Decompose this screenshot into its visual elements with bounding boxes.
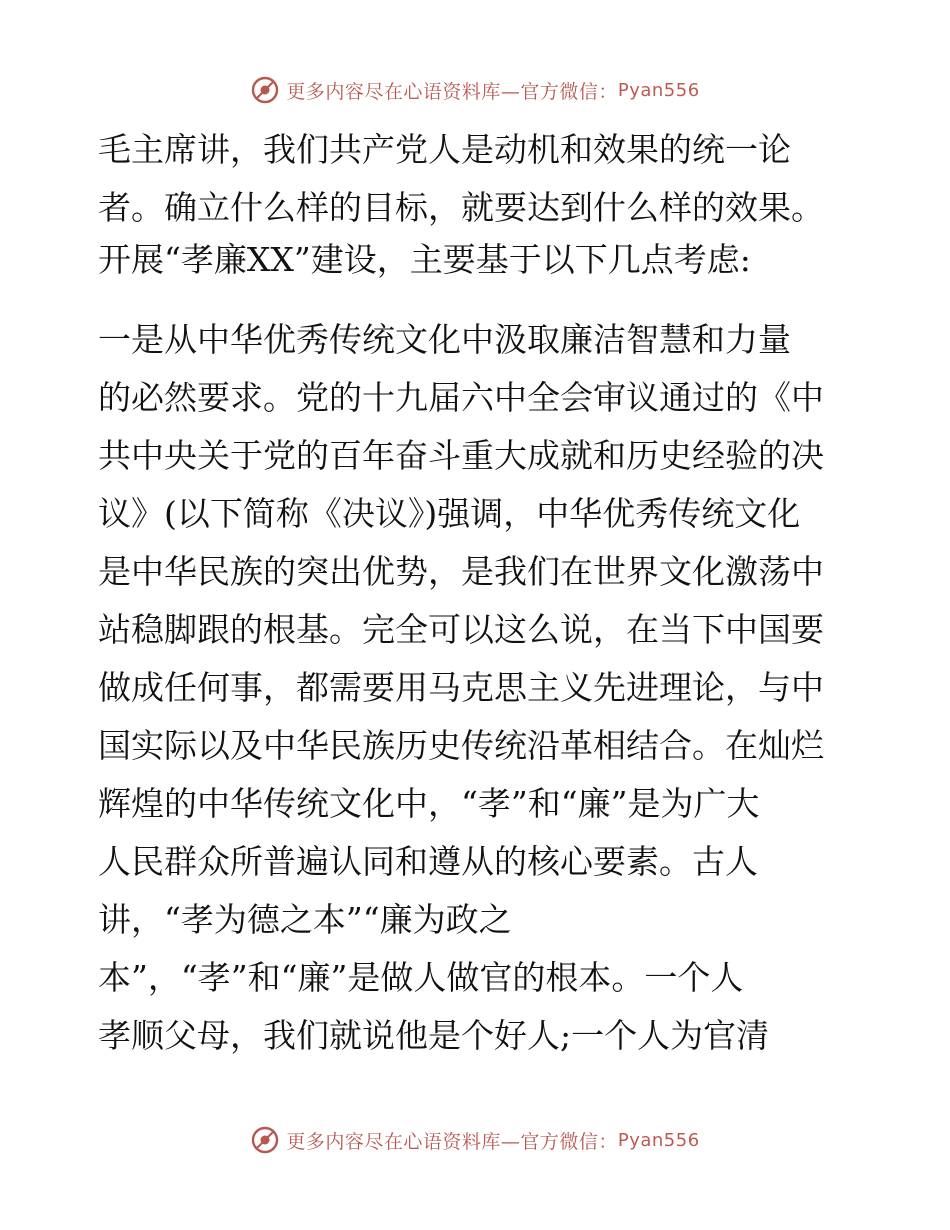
footer-banner-text: 更多内容尽在心语资料库—官方微信：	[286, 1130, 618, 1153]
text-line: 孝顺父母，我们就说他是个好人;一个人为官清	[98, 1016, 770, 1055]
text-line: 站稳脚跟的根基。完全可以这么说，在当下中国要	[98, 610, 824, 649]
text-line: 人民群众所普遍认同和遵从的核心要素。古人	[98, 842, 758, 881]
text-line: 本”，“孝”和“廉”是做人做官的根本。一个人	[98, 958, 744, 997]
header-wechat-id: Pyan556	[617, 79, 700, 101]
text-line: 开展“孝廉XX”建设，主要基于以下几点考虑:	[98, 240, 751, 279]
footer-banner	[0, 1120, 950, 1160]
text-line: 的必然要求。党的十九届六中全会审议通过的《中	[98, 378, 824, 417]
text-line: 做成任何事，都需要用马克思主义先进理论，与中	[98, 668, 824, 707]
text-line: 讲，“孝为德之本”“廉为政之	[98, 900, 512, 939]
brand-logo-icon	[250, 1125, 280, 1155]
header-banner-text: 更多内容尽在心语资料库—官方微信：	[286, 80, 618, 103]
text-line: 议》(以下简称《决议》)强调，中华优秀传统文化	[98, 494, 801, 533]
text-line: 一是从中华优秀传统文化中汲取廉洁智慧和力量	[98, 320, 791, 359]
text-line: 辉煌的中华传统文化中，“孝”和“廉”是为广大	[98, 784, 760, 823]
text-line: 是中华民族的突出优势，是我们在世界文化激荡中	[98, 552, 824, 591]
text-line: 国实际以及中华民族历史传统沿革相结合。在灿烂	[98, 726, 824, 765]
text-line: 毛主席讲，我们共产党人是动机和效果的统一论	[98, 130, 791, 169]
text-line: 者。确立什么样的目标，就要达到什么样的效果。	[98, 188, 824, 227]
footer-wechat-id: Pyan556	[617, 1129, 700, 1151]
text-line: 共中央关于党的百年奋斗重大成就和历史经验的决	[98, 436, 824, 475]
